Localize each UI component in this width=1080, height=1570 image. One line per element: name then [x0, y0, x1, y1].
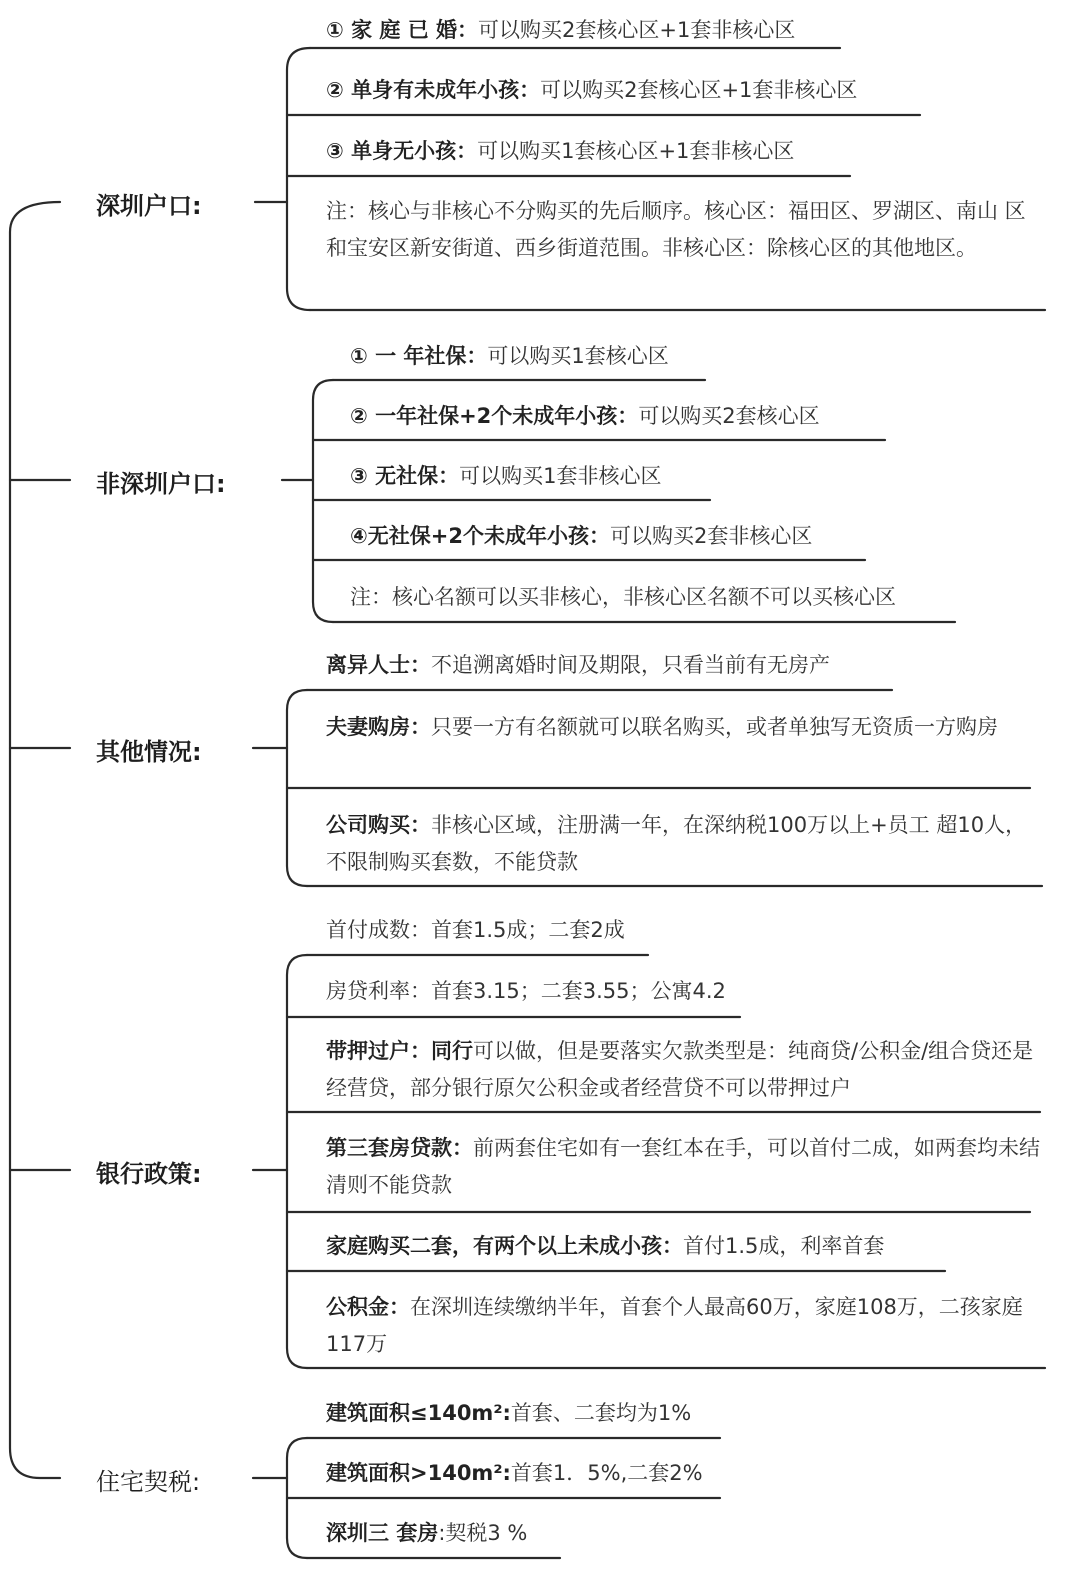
- leaf-nsz-no-social-security: ③ 无社保：可以购买1套非核心区: [350, 464, 662, 488]
- category-other-cases: 其他情况:: [96, 738, 202, 766]
- leaf-sz-note: 注：核心与非核心不分购买的先后顺序。核心区：福田区、罗湖区、南山 区和宝安区新安街道、西乡街道范围。非核心区：除核心区的其他地区。: [326, 199, 1026, 260]
- category-deed-tax: 住宅契税:: [96, 1468, 201, 1496]
- leaf-sz-single-no-child: ③ 单身无小孩：可以购买1套核心区+1套非核心区: [326, 139, 795, 163]
- leaf-third-home-loan: 第三套房贷款：前两套住宅如有一套红本在手，可以首付二成，如两套均未结清则不能贷款: [326, 1136, 1040, 1197]
- leaf-down-payment: 首付成数：首套1.5成；二套2成: [326, 918, 625, 942]
- leaf-nsz-one-year-social-security: ① 一 年社保：可以购买1套核心区: [350, 344, 669, 368]
- root-spine: [10, 202, 60, 1478]
- leaf-nsz-note: 注：核心名额可以买非核心，非核心区名额不可以买核心区: [350, 585, 896, 609]
- leaf-housing-fund: 公积金：在深圳连续缴纳半年，首套个人最高60万，家庭108万，二孩家庭117万: [326, 1295, 1023, 1356]
- leaf-company-purchase: 公司购买：非核心区域，注册满一年，在深纳税100万以上+员工 超10人，不限制购买套数，不能贷款: [326, 813, 1027, 874]
- leaf-mortgage-transfer: 带押过户：同行可以做，但是要落实欠款类型是：纯商贷/公积金/组合贷还是经营贷，部分银行原欠公积金或者经营贷不可以带押过户: [326, 1039, 1034, 1100]
- leaf-mortgage-rate: 房贷利率：首套3.15；二套3.55；公寓4.2: [326, 979, 726, 1003]
- leaf-area-over-140: 建筑面积>140m²:首套1．5%,二套2%: [326, 1461, 703, 1485]
- leaf-nsz-no-ss-two-children: ④无社保+2个未成年小孩：可以购买2套非核心区: [350, 524, 813, 548]
- leaf-area-under-140: 建筑面积≤140m²:首套、二套均为1%: [326, 1401, 692, 1425]
- category-shenzhen-hukou: 深圳户口:: [96, 192, 202, 220]
- category-bank-policy: 银行政策:: [96, 1160, 202, 1188]
- leaf-sz-married: ① 家 庭 已 婚：可以购买2套核心区+1套非核心区: [326, 18, 796, 42]
- leaf-divorced: 离异人士：不追溯离婚时间及期限，只看当前有无房产: [326, 653, 830, 677]
- leaf-second-home-children: 家庭购买二套，有两个以上未成小孩：首付1.5成，利率首套: [326, 1234, 885, 1258]
- leaf-third-home-tax: 深圳三 套房:契税3 %: [326, 1521, 528, 1545]
- leaf-nsz-social-security-two-children: ② 一年社保+2个未成年小孩：可以购买2套核心区: [350, 404, 820, 428]
- leaf-sz-single-with-child: ② 单身有未成年小孩：可以购买2套核心区+1套非核心区: [326, 78, 858, 102]
- leaf-couple-purchase: 夫妻购房：只要一方有名额就可以联名购买，或者单独写无资质一方购房: [326, 715, 998, 739]
- category-non-shenzhen-hukou: 非深圳户口:: [96, 470, 226, 498]
